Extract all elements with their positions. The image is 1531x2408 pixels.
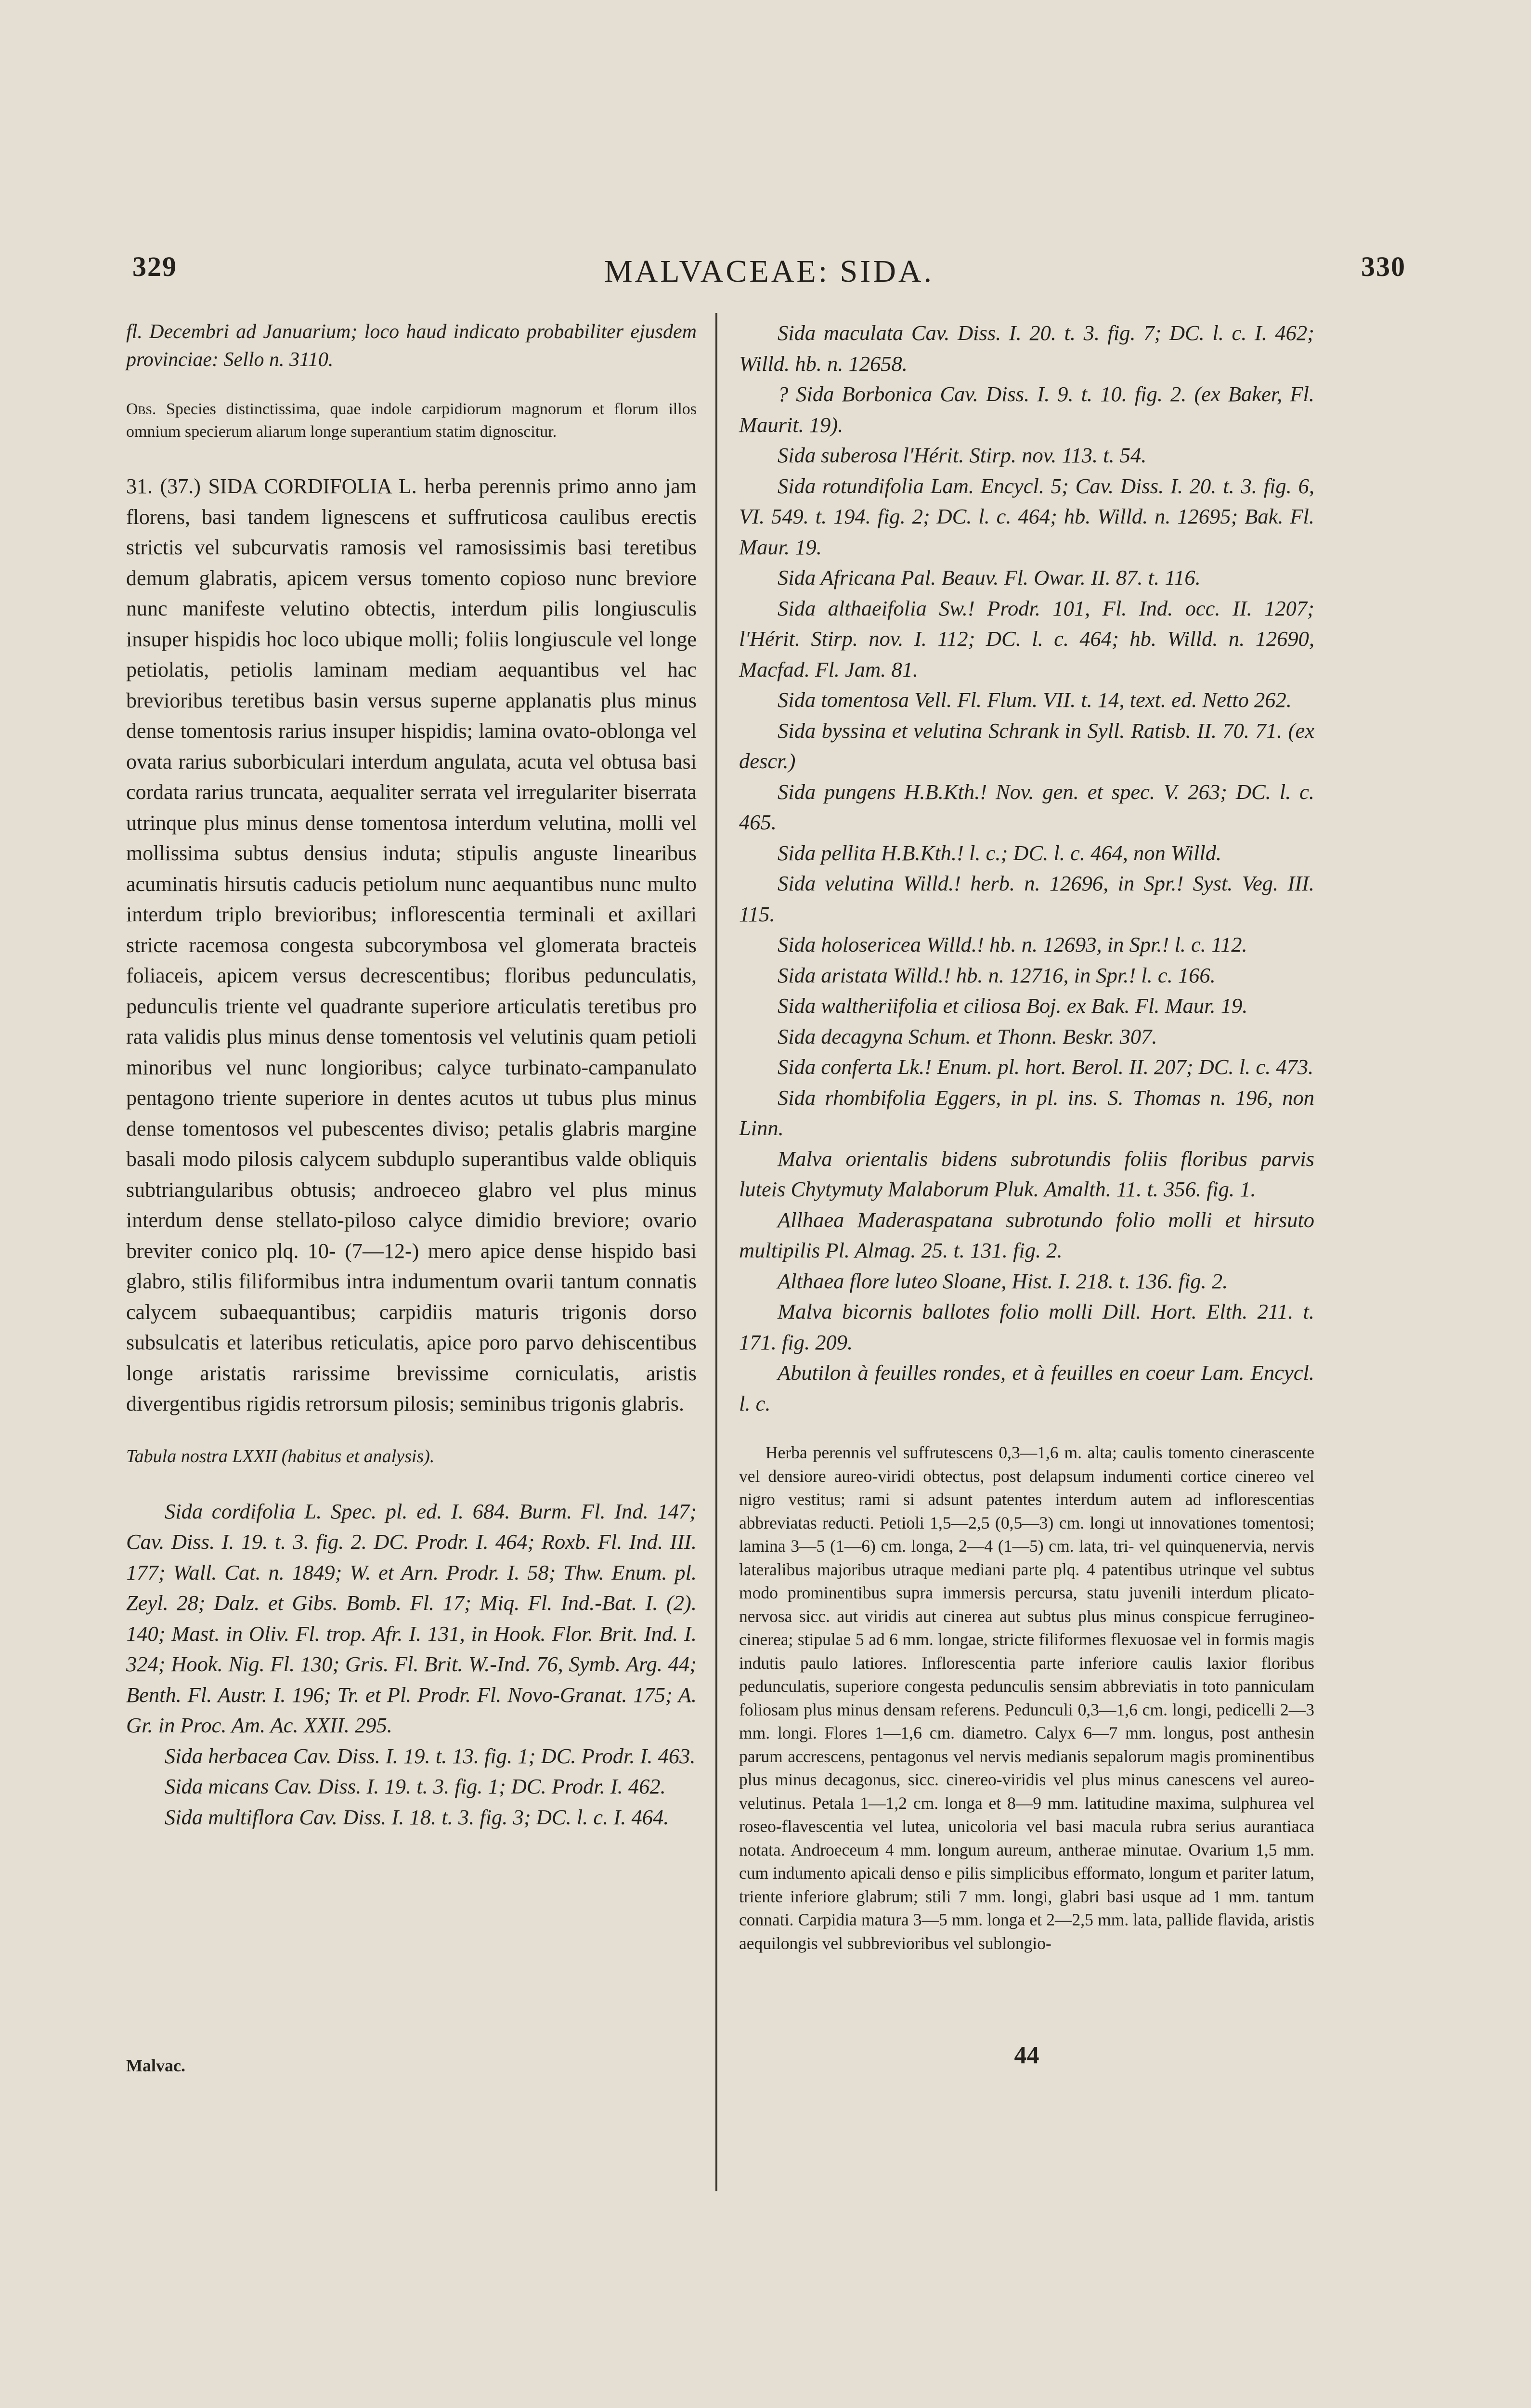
synonym-entry: Malva orientalis bidens subrotundis foliis floribus parvis luteis Chytymuty Malaborum Pluk. Amalth. 11. t. 356. fig. 1.: [739, 1146, 1314, 1201]
synonym-entry: Sida waltheriifolia et ciliosa Boj. ex Bak. Fl. Maur. 19.: [778, 994, 1248, 1018]
synonym-entry: Malva bicornis ballotes folio molli Dill. Hort. Elth. 211. t. 171. fig. 209.: [739, 1299, 1314, 1354]
synonym-entry: Sida conferta Lk.! Enum. pl. hort. Berol. II. 207; DC. l. c. 473.: [778, 1055, 1314, 1079]
morphology-description: Herba perennis vel suffrutescens 0,3—1,6 m. alta; caulis tomento cinerascente vel densiore aureo-viridi obtectus, post delapsum indumenti cortice cinereo vel nigro vestitus; rami si adsunt patentes interdum autem ad inflorescentias abbreviatas reducti. Petioli 1,5—2,5 (0,5—3) cm. longi ut innovationes tomentosi; lamina 3—5 (1—6) cm. longa, 2—4 (1—5) cm. lata, tri- vel quinquenervia, nervis lateralibus majoribus utraque mediani parte plq. 4 patentibus utrinque vel subtus modo prominentibus supra immersis percursa, statu juvenili interdum plicato-nervosa sicc. aut viridis aut cinerea aut subtus plus minus conspicue ferrugineo-cinerea; stipulae 5 ad 6 mm. longae, stricte filiformes flexuosae vel in formis magis indutis paulo latiores. Inflorescentia parte inferiore caulis laxior floribus pedunculatis, superiore congesta pedunculis sensim abbreviatis in toto panniculam foliosam plus minus densam referens. Pedunculi 0,3—1,6 cm. longi, pedicelli 2—3 mm. longi. Flores 1—1,6 cm. diametro. Calyx 6—7 mm. longus, post anthesin parum accrescens, pentagonus vel nervis medianis sepalorum magis prominentibus plus minus decagonus, sicc. cinereo-viridis vel plus minus canescens vel aureo-velutinus. Petala 1—1,2 cm. longa et 8—9 mm. latitudine maxima, sulphurea vel roseo-flavescentia vel lutea, unicoloria vel basi macula rubra serius aurantiaca notata. Androeceum 4 mm. longum aureum, antherae minutae. Ovarium 1,5 mm. cum indumento apicali denso e pilis simplicibus efformato, longum et pariter latum, triente inferiore glabrum; stili 7 mm. longi, glabri basi usque ad 1 mm. tantum connati. Carpidia matura 3—5 mm. longa et 2—2,5 mm. lata, pallide flavida, aristis aequilongis vel subbrevioribus vel sublongio-: [739, 1443, 1314, 1953]
synonym-entry: Sida althaeifolia Sw.! Prodr. 101, Fl. Ind. occ. II. 1207; l'Hérit. Stirp. nov. I. 112; DC. l. c. 464; hb. Willd. n. 12690, Macfad. Fl. Jam. 81.: [739, 596, 1314, 681]
synonym-entry: Sida decagyna Schum. et Thonn. Beskr. 307.: [778, 1024, 1157, 1048]
synonym-entry: Sida holosericea Willd.! hb. n. 12693, in Spr.! l. c. 112.: [778, 932, 1247, 956]
synonym-entry: Sida velutina Willd.! herb. n. 12696, in Spr.! Syst. Veg. III. 115.: [739, 871, 1314, 926]
synonym-entry: Sida pungens H.B.Kth.! Nov. gen. et spec. V. 263; DC. l. c. 465.: [739, 779, 1314, 834]
synonym-entry: Sida pellita H.B.Kth.! l. c.; DC. l. c. 464, non Willd.: [778, 840, 1222, 865]
synonym-entry: Althaea flore luteo Sloane, Hist. I. 218. t. 136. fig. 2.: [778, 1269, 1228, 1293]
page-number-right: 330: [1361, 251, 1406, 282]
right-column: [739, 318, 1314, 1955]
species-heading: 31. (37.) SIDA CORDIFOLIA L.: [126, 474, 417, 498]
synonym-entry: Sida multiflora Cav. Diss. I. 18. t. 3. fig. 3; DC. l. c. I. 464.: [165, 1805, 669, 1829]
species-description: [126, 471, 697, 1419]
page-header: [132, 250, 1406, 299]
synonym-entry: Sida Africana Pal. Beauv. Fl. Owar. II. 87. t. 116.: [778, 565, 1201, 589]
plate-reference: Tabula nostra LXXII (habitus et analysis).: [126, 1446, 435, 1466]
synonym-entry: Allhaea Maderaspatana subrotundo folio molli et hirsuto multipilis Pl. Almag. 25. t. 131. fig. 2.: [739, 1207, 1314, 1262]
obs-label: Obs.: [126, 400, 156, 418]
synonym-entry: Sida cordifolia L. Spec. pl. ed. I. 684. Burm. Fl. Ind. 147; Cav. Diss. I. 19. t. 3. fig. 2. DC. Prodr. I. 464; Roxb. Fl. Ind. III. 177; Wall. Cat. n. 1849; W. et Arn. Prodr. I. 58; Thw. Enum. pl. Zeyl. 28; Dalz. et Gibs. Bomb. Fl. 17; Miq. Fl. Ind.-Bat. I. (2). 140; Mast. in Oliv. Fl. trop. Afr. I. 131, in Hook. Flor. Brit. Ind. I. 324; Hook. Nig. Fl. 130; Gris. Fl. Brit. W.-Ind. 76, Symb. Arg. 44; Benth. Fl. Austr. I. 196; Tr. et Pl. Prodr. Fl. Novo-Granat. 175; A. Gr. in Proc. Am. Ac. XXII. 295.: [126, 1499, 697, 1737]
sheet-signature: 44: [1014, 2042, 1039, 2069]
obs-text: Species distinctissima, quae indole carpidiorum magnorum et florum illos omnium specierum aliarum longe superantium statim dignoscitur.: [126, 400, 697, 441]
synonym-entry: Sida tomentosa Vell. Fl. Flum. VII. t. 14, text. ed. Netto 262.: [778, 688, 1292, 712]
species-text: herba perennis primo anno jam florens, basi tandem lignescens et suffruticosa caulibus erectis strictis vel subcurvatis ramosis vel ramosissimis basi teretibus demum glabratis, apicem versus tomento copioso nunc breviore nunc manifeste velutino obtectis, interdum pilis longiusculis insuper hispidis hoc loco ubique molli; foliis longiuscule vel longe petiolatis, petiolis laminam mediam aequantibus vel hac brevioribus teretibus basin versus superne applanatis plus minus dense tomentosis rarius insuper hispidis; lamina ovato-oblonga vel ovata rarius suborbiculari interdum angulata, acuta vel obtusa basi cordata rarius truncata, aequaliter serrata vel irregulariter biserrata utrinque plus minus dense tomentosa interdum velutina, molli vel mollissima subtus densius induta; stipulis anguste linearibus acuminatis hirsutis caducis petiolum nunc aequantibus nunc multo interdum triplo brevioribus; inflorescentia terminali et axillari stricte racemosa congesta subcorymbosa vel glomerata bracteis foliaceis, apicem versus decrescentibus; floribus pedunculatis, pedunculis triente vel quadrante superiore articulatis teretibus pro rata validis plus minus dense tomentosis vel velutinis quam petioli minoribus vel nunc longioribus; calyce turbinato-campanulato pentagono triente superiore in dentes acutos ut tubus plus minus dense tomentosos vel pubescentes diviso; petalis glabris margine basali modo pilosis calycem subduplo superantibus valde obliquis subtriangularibus obtusis; androeceo glabro vel plus minus interdum dense stellato-piloso calyce dimidio breviore; ovario breviter conico plq. 10- (7—12-) mero apice dense hispido basi glabro, stilis filiformibus intra indumentum ovarii tantum connatis calycem subaequantibus; carpidiis maturis trigonis dorso subsulcatis et lateribus reticulatis, apice poro parvo dehiscentibus longe aristatis rarissime brevissime corniculatis, aristis divergentibus rigidis retrorsum pilosis; seminibus trigonis glabris.: [126, 474, 697, 1415]
page-number-left: 329: [132, 251, 177, 282]
running-title: MALVACEAE: SIDA.: [604, 254, 934, 289]
synonym-entry: Sida suberosa l'Hérit. Stirp. nov. 113. t. 54.: [778, 443, 1147, 467]
column-divider: [715, 313, 717, 2191]
signature-mark: Malvac.: [126, 2056, 185, 2075]
synonym-entry: Sida rotundifolia Lam. Encycl. 5; Cav. Diss. I. 20. t. 3. fig. 6, VI. 549. t. 194. fig. 2; DC. l. c. 464; hb. Willd. n. 12695; Bak. Fl. Maur. 19.: [739, 473, 1314, 559]
synonym-entry: ? Sida Borbonica Cav. Diss. I. 9. t. 10. fig. 2. (ex Baker, Fl. Maurit. 19).: [739, 382, 1314, 437]
observation-paragraph: [126, 398, 697, 443]
synonym-entry: Sida aristata Willd.! hb. n. 12716, in Spr.! l. c. 166.: [778, 963, 1216, 987]
synonym-entry: Sida maculata Cav. Diss. I. 20. t. 3. fig. 7; DC. l. c. I. 462; Willd. hb. n. 12658.: [739, 321, 1314, 376]
synonym-entry: Sida herbacea Cav. Diss. I. 19. t. 13. fig. 1; DC. Prodr. I. 463.: [165, 1743, 696, 1768]
synonym-entry: Sida micans Cav. Diss. I. 19. t. 3. fig. 1; DC. Prodr. I. 462.: [165, 1774, 666, 1798]
synonym-entry: Abutilon à feuilles rondes, et à feuilles en coeur Lam. Encycl. l. c.: [739, 1361, 1314, 1415]
flowering-note: fl. Decembri ad Januarium; loco haud indicato probabiliter ejusdem provinciae: Sello n. 3110.: [126, 321, 697, 371]
synonym-entry: Sida byssina et velutina Schrank in Syll. Ratisb. II. 70. 71. (ex descr.): [739, 718, 1314, 773]
left-column: [126, 318, 697, 1832]
synonym-entry: Sida rhombifolia Eggers, in pl. ins. S. Thomas n. 196, non Linn.: [739, 1085, 1314, 1140]
